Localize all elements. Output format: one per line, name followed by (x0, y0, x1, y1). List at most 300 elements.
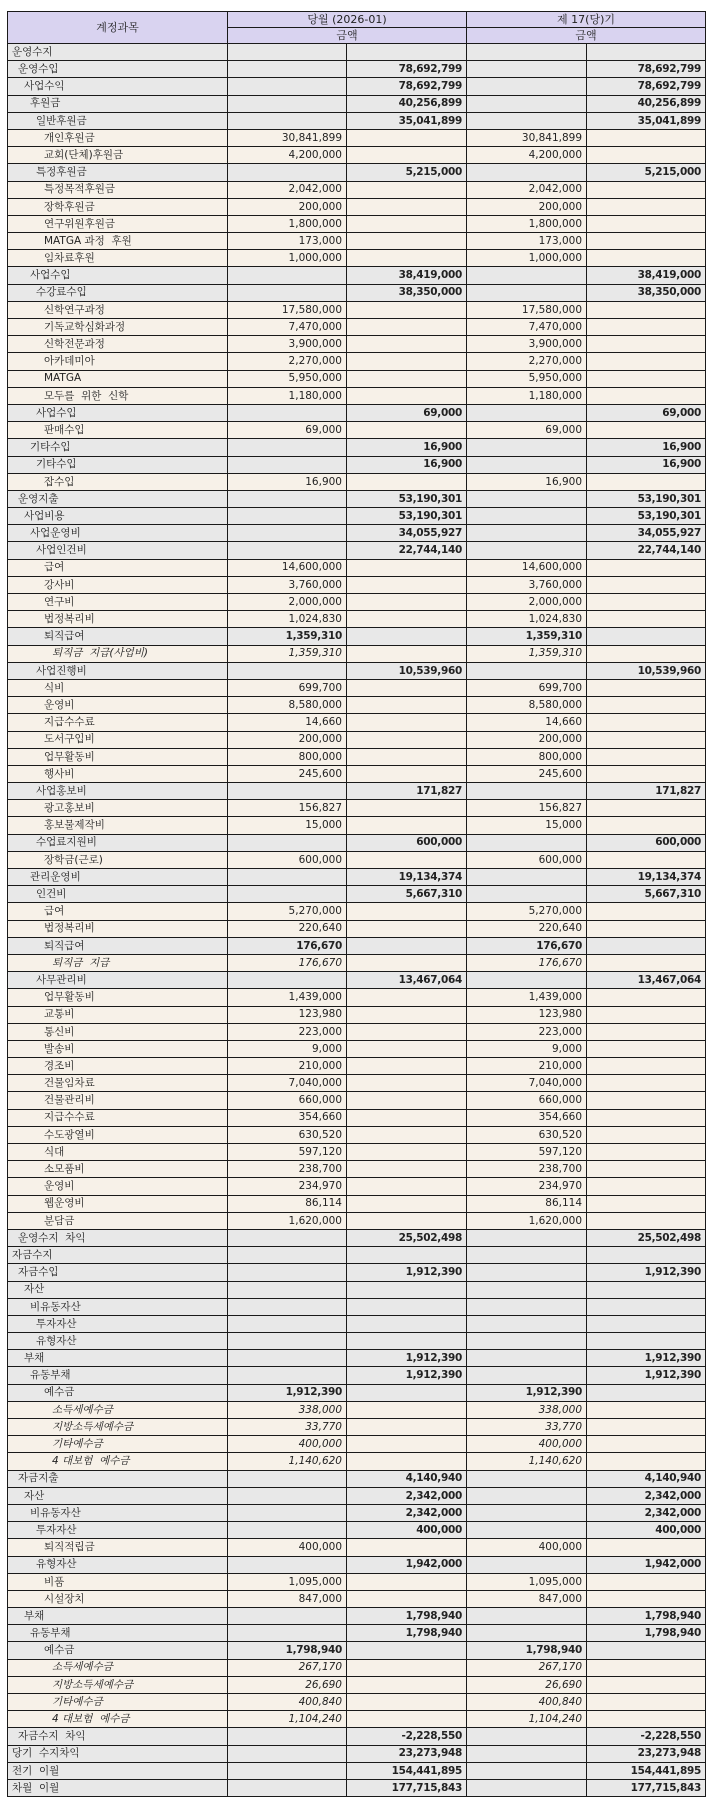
cumulative-total-amount: 177,715,843 (587, 1779, 706, 1796)
cumulative-total-amount (587, 1419, 706, 1436)
account-name: 운영비 (8, 697, 228, 714)
table-row (8, 44, 706, 61)
current-total-amount: -2,228,550 (347, 1728, 467, 1745)
current-detail-amount: 1,024,830 (228, 611, 347, 628)
cumulative-detail-amount: 597,120 (467, 1144, 587, 1161)
account-name: 기타예수금 (8, 1694, 228, 1711)
cumulative-total-amount: 10,539,960 (587, 662, 706, 679)
cumulative-total-amount: 1,798,940 (587, 1608, 706, 1625)
cumulative-total-amount (587, 215, 706, 232)
table-row (8, 731, 706, 748)
cumulative-total-amount: 1,798,940 (587, 1625, 706, 1642)
current-total-amount (347, 817, 467, 834)
current-total-amount (347, 1590, 467, 1607)
cumulative-detail-amount: 176,670 (467, 937, 587, 954)
cumulative-total-amount (587, 1659, 706, 1676)
cumulative-detail-amount: 400,000 (467, 1539, 587, 1556)
cumulative-detail-amount: 1,912,390 (467, 1384, 587, 1401)
current-detail-amount (228, 662, 347, 679)
current-total-amount: 154,441,895 (347, 1762, 467, 1779)
cumulative-total-amount (587, 370, 706, 387)
cumulative-detail-amount: 1,620,000 (467, 1212, 587, 1229)
cumulative-detail-amount (467, 1367, 587, 1384)
cumulative-total-amount (587, 1694, 706, 1711)
current-detail-amount: 234,970 (228, 1178, 347, 1195)
cumulative-total-amount (587, 1178, 706, 1195)
account-name: 소모품비 (8, 1161, 228, 1178)
cumulative-detail-amount (467, 1556, 587, 1573)
current-detail-amount: 245,600 (228, 765, 347, 782)
current-detail-amount: 4,200,000 (228, 147, 347, 164)
table-row (8, 1401, 706, 1418)
current-total-amount (347, 920, 467, 937)
current-total-amount (347, 954, 467, 971)
current-detail-amount: 33,770 (228, 1419, 347, 1436)
cumulative-detail-amount (467, 783, 587, 800)
cumulative-total-amount (587, 559, 706, 576)
current-detail-amount: 400,000 (228, 1539, 347, 1556)
current-total-amount: 38,419,000 (347, 267, 467, 284)
cumulative-detail-amount: 630,520 (467, 1126, 587, 1143)
cumulative-detail-amount: 1,800,000 (467, 215, 587, 232)
table-row (8, 1694, 706, 1711)
current-detail-amount: 400,000 (228, 1436, 347, 1453)
table-row (8, 748, 706, 765)
account-name: 자금지출 (8, 1470, 228, 1487)
cumulative-total-amount (587, 851, 706, 868)
current-total-amount: 2,342,000 (347, 1487, 467, 1504)
current-detail-amount: 1,798,940 (228, 1642, 347, 1659)
current-detail-amount: 14,660 (228, 714, 347, 731)
account-name: 운영수입 (8, 61, 228, 78)
table-row (8, 370, 706, 387)
account-name: 교통비 (8, 1006, 228, 1023)
current-detail-amount (228, 1229, 347, 1246)
cumulative-total-amount (587, 1642, 706, 1659)
current-total-amount: 1,912,390 (347, 1264, 467, 1281)
cumulative-detail-amount (467, 886, 587, 903)
current-total-amount (347, 233, 467, 250)
table-row (8, 679, 706, 696)
account-name: 투자자산 (8, 1315, 228, 1332)
account-name: 강사비 (8, 576, 228, 593)
account-name: 법정복리비 (8, 920, 228, 937)
current-detail-amount (228, 886, 347, 903)
current-total-amount (347, 250, 467, 267)
table-row (8, 1109, 706, 1126)
table-row (8, 1419, 706, 1436)
current-total-amount: 34,055,927 (347, 525, 467, 542)
table-row (8, 508, 706, 525)
current-detail-amount: 200,000 (228, 731, 347, 748)
cumulative-total-amount: 23,273,948 (587, 1745, 706, 1762)
cumulative-total-amount (587, 1212, 706, 1229)
cumulative-period-header: 제 17(당)기 (467, 12, 706, 28)
account-name: 지방소득세예수금 (8, 1676, 228, 1693)
current-total-amount (347, 1659, 467, 1676)
current-total-amount: 177,715,843 (347, 1779, 467, 1796)
account-name: 부채 (8, 1608, 228, 1625)
cumulative-detail-amount (467, 1762, 587, 1779)
cumulative-detail-amount (467, 404, 587, 421)
table-row (8, 1642, 706, 1659)
cumulative-detail-amount: 17,580,000 (467, 301, 587, 318)
current-total-amount (347, 611, 467, 628)
cumulative-detail-amount: 4,200,000 (467, 147, 587, 164)
cumulative-detail-amount (467, 439, 587, 456)
cumulative-detail-amount (467, 972, 587, 989)
table-row (8, 1298, 706, 1315)
current-total-amount (347, 1040, 467, 1057)
cumulative-total-amount: 78,692,799 (587, 61, 706, 78)
cumulative-detail-amount: 400,840 (467, 1694, 587, 1711)
current-total-amount (347, 679, 467, 696)
current-total-amount (347, 1401, 467, 1418)
table-row (8, 800, 706, 817)
current-total-amount (347, 628, 467, 645)
current-total-amount: 5,215,000 (347, 164, 467, 181)
cumulative-amount-header: 금액 (467, 28, 706, 44)
current-total-amount (347, 1247, 467, 1264)
cumulative-total-amount (587, 473, 706, 490)
current-detail-amount (228, 1762, 347, 1779)
account-name: 운영비 (8, 1178, 228, 1195)
account-name: 퇴직급여 (8, 937, 228, 954)
current-total-amount (347, 1694, 467, 1711)
account-name: 수도광열비 (8, 1126, 228, 1143)
current-detail-amount: 9,000 (228, 1040, 347, 1057)
current-total-amount (347, 387, 467, 404)
account-name: 관리운영비 (8, 869, 228, 886)
table-row (8, 1161, 706, 1178)
table-row (8, 147, 706, 164)
current-total-amount: 23,273,948 (347, 1745, 467, 1762)
current-detail-amount (228, 1556, 347, 1573)
cumulative-total-amount (587, 198, 706, 215)
cumulative-total-amount (587, 129, 706, 146)
current-total-amount (347, 559, 467, 576)
current-detail-amount: 338,000 (228, 1401, 347, 1418)
table-row (8, 284, 706, 301)
cumulative-total-amount (587, 1195, 706, 1212)
table-row (8, 456, 706, 473)
current-total-amount (347, 181, 467, 198)
cumulative-detail-amount: 1,095,000 (467, 1573, 587, 1590)
table-row (8, 267, 706, 284)
cumulative-total-amount (587, 920, 706, 937)
table-row (8, 1178, 706, 1195)
cumulative-detail-amount: 33,770 (467, 1419, 587, 1436)
current-total-amount (347, 1539, 467, 1556)
current-detail-amount (228, 1608, 347, 1625)
table-row (8, 250, 706, 267)
cumulative-detail-amount (467, 284, 587, 301)
current-detail-amount (228, 783, 347, 800)
account-name: 웹운영비 (8, 1195, 228, 1212)
cumulative-total-amount (587, 954, 706, 971)
current-total-amount (347, 422, 467, 439)
cumulative-detail-amount: 3,900,000 (467, 336, 587, 353)
cumulative-total-amount (587, 181, 706, 198)
current-detail-amount (228, 112, 347, 129)
cumulative-total-amount (587, 1281, 706, 1298)
current-detail-amount: 210,000 (228, 1058, 347, 1075)
current-total-amount (347, 1333, 467, 1350)
current-period-header: 당월 (2026-01) (228, 12, 467, 28)
table-row (8, 1315, 706, 1332)
cumulative-detail-amount: 1,180,000 (467, 387, 587, 404)
table-row (8, 1264, 706, 1281)
current-detail-amount (228, 1350, 347, 1367)
current-total-amount (347, 576, 467, 593)
table-row (8, 954, 706, 971)
account-name: 급여 (8, 903, 228, 920)
current-detail-amount (228, 542, 347, 559)
cumulative-total-amount (587, 1590, 706, 1607)
cumulative-total-amount (587, 1298, 706, 1315)
account-name: 건물관리비 (8, 1092, 228, 1109)
account-name: 기타수입 (8, 456, 228, 473)
cumulative-detail-amount (467, 1281, 587, 1298)
current-detail-amount: 1,800,000 (228, 215, 347, 232)
current-total-amount (347, 748, 467, 765)
cumulative-total-amount: 13,467,064 (587, 972, 706, 989)
cumulative-total-amount: 34,055,927 (587, 525, 706, 542)
table-row (8, 1350, 706, 1367)
cumulative-detail-amount (467, 1315, 587, 1332)
cumulative-total-amount (587, 353, 706, 370)
current-detail-amount (228, 284, 347, 301)
account-name: 소득세예수금 (8, 1659, 228, 1676)
cumulative-detail-amount: 2,270,000 (467, 353, 587, 370)
current-total-amount: 53,190,301 (347, 490, 467, 507)
account-name: 교회(단체)후원금 (8, 147, 228, 164)
account-name: 아카데미아 (8, 353, 228, 370)
current-detail-amount: 354,660 (228, 1109, 347, 1126)
table-row (8, 439, 706, 456)
table-row (8, 1539, 706, 1556)
table-row (8, 1092, 706, 1109)
cumulative-total-amount: -2,228,550 (587, 1728, 706, 1745)
account-name: 식대 (8, 1144, 228, 1161)
account-name: 4 대보험 예수금 (8, 1453, 228, 1470)
account-name: 지급수수료 (8, 714, 228, 731)
account-name: 업무활동비 (8, 748, 228, 765)
table-row (8, 714, 706, 731)
table-row (8, 869, 706, 886)
account-name: 개인후원금 (8, 129, 228, 146)
table-row (8, 353, 706, 370)
account-name: 일반후원금 (8, 112, 228, 129)
account-name: MATGA (8, 370, 228, 387)
cumulative-detail-amount (467, 490, 587, 507)
current-detail-amount (228, 456, 347, 473)
cumulative-total-amount: 4,140,940 (587, 1470, 706, 1487)
cumulative-detail-amount: 16,900 (467, 473, 587, 490)
account-name: 장학금(근로) (8, 851, 228, 868)
current-detail-amount (228, 95, 347, 112)
current-detail-amount (228, 972, 347, 989)
cumulative-detail-amount: 15,000 (467, 817, 587, 834)
table-row (8, 78, 706, 95)
cumulative-detail-amount: 14,600,000 (467, 559, 587, 576)
account-name: 식비 (8, 679, 228, 696)
cumulative-total-amount: 1,912,390 (587, 1264, 706, 1281)
account-name: 퇴직금 지급 (8, 954, 228, 971)
current-total-amount (347, 1212, 467, 1229)
table-row (8, 1762, 706, 1779)
account-name: 사업수입 (8, 267, 228, 284)
current-detail-amount: 30,841,899 (228, 129, 347, 146)
table-row (8, 181, 706, 198)
account-name: 기타수입 (8, 439, 228, 456)
cumulative-detail-amount: 267,170 (467, 1659, 587, 1676)
current-detail-amount (228, 78, 347, 95)
cumulative-detail-amount: 2,000,000 (467, 594, 587, 611)
current-detail-amount: 223,000 (228, 1023, 347, 1040)
current-total-amount: 5,667,310 (347, 886, 467, 903)
table-row (8, 1040, 706, 1057)
current-total-amount (347, 937, 467, 954)
cumulative-detail-amount: 699,700 (467, 679, 587, 696)
cumulative-total-amount (587, 44, 706, 61)
current-total-amount (347, 1178, 467, 1195)
account-name: 전기 이월 (8, 1762, 228, 1779)
table-row (8, 1367, 706, 1384)
account-name: 지방소득세예수금 (8, 1419, 228, 1436)
cumulative-detail-amount: 223,000 (467, 1023, 587, 1040)
current-detail-amount (228, 525, 347, 542)
current-total-amount: 78,692,799 (347, 61, 467, 78)
current-total-amount (347, 1676, 467, 1693)
table-row (8, 1504, 706, 1521)
current-total-amount: 16,900 (347, 439, 467, 456)
table-row (8, 61, 706, 78)
current-total-amount (347, 800, 467, 817)
table-row (8, 164, 706, 181)
cumulative-detail-amount (467, 61, 587, 78)
cumulative-total-amount (587, 697, 706, 714)
current-detail-amount (228, 1504, 347, 1521)
cumulative-detail-amount (467, 869, 587, 886)
current-detail-amount (228, 404, 347, 421)
table-row (8, 1075, 706, 1092)
cumulative-detail-amount (467, 1264, 587, 1281)
cumulative-total-amount: 69,000 (587, 404, 706, 421)
table-row (8, 473, 706, 490)
current-total-amount (347, 1006, 467, 1023)
cumulative-total-amount: 1,912,390 (587, 1367, 706, 1384)
cumulative-total-amount (587, 1144, 706, 1161)
cumulative-detail-amount (467, 662, 587, 679)
current-detail-amount: 5,270,000 (228, 903, 347, 920)
table-row (8, 1281, 706, 1298)
table-row (8, 972, 706, 989)
account-name: 비유동자산 (8, 1298, 228, 1315)
table-row (8, 1023, 706, 1040)
cumulative-detail-amount: 156,827 (467, 800, 587, 817)
current-total-amount: 40,256,899 (347, 95, 467, 112)
cumulative-total-amount (587, 1436, 706, 1453)
account-name: 급여 (8, 559, 228, 576)
cumulative-detail-amount (467, 525, 587, 542)
cumulative-total-amount (587, 1676, 706, 1693)
current-detail-amount (228, 1470, 347, 1487)
current-detail-amount: 176,670 (228, 954, 347, 971)
cumulative-total-amount (587, 817, 706, 834)
current-detail-amount: 17,580,000 (228, 301, 347, 318)
current-detail-amount (228, 490, 347, 507)
account-name: 연구위원후원금 (8, 215, 228, 232)
table-row (8, 215, 706, 232)
cumulative-total-amount (587, 1126, 706, 1143)
account-name: 법정복리비 (8, 611, 228, 628)
current-detail-amount: 1,180,000 (228, 387, 347, 404)
cumulative-detail-amount: 338,000 (467, 1401, 587, 1418)
current-total-amount: 1,912,390 (347, 1367, 467, 1384)
account-name: 사업인건비 (8, 542, 228, 559)
cumulative-detail-amount (467, 1745, 587, 1762)
account-name: 퇴직적립금 (8, 1539, 228, 1556)
current-total-amount: 25,502,498 (347, 1229, 467, 1246)
cumulative-total-amount: 35,041,899 (587, 112, 706, 129)
current-total-amount: 1,942,000 (347, 1556, 467, 1573)
current-total-amount (347, 731, 467, 748)
account-name: 소득세예수금 (8, 1401, 228, 1418)
cumulative-detail-amount: 1,359,310 (467, 645, 587, 662)
table-row (8, 1522, 706, 1539)
cumulative-total-amount: 25,502,498 (587, 1229, 706, 1246)
current-detail-amount (228, 439, 347, 456)
table-row (8, 1333, 706, 1350)
cumulative-total-amount (587, 903, 706, 920)
cumulative-total-amount (587, 1058, 706, 1075)
cumulative-total-amount: 38,350,000 (587, 284, 706, 301)
cumulative-total-amount: 38,419,000 (587, 267, 706, 284)
current-detail-amount (228, 1333, 347, 1350)
account-name: 사업홍보비 (8, 783, 228, 800)
current-detail-amount (228, 1745, 347, 1762)
current-detail-amount (228, 44, 347, 61)
table-row (8, 1608, 706, 1625)
cumulative-detail-amount: 26,690 (467, 1676, 587, 1693)
cumulative-total-amount (587, 1092, 706, 1109)
cumulative-detail-amount (467, 1333, 587, 1350)
account-name: 홍보물제작비 (8, 817, 228, 834)
cumulative-detail-amount: 1,104,240 (467, 1711, 587, 1728)
current-total-amount (347, 198, 467, 215)
cumulative-detail-amount: 176,670 (467, 954, 587, 971)
account-name: 사업수익 (8, 78, 228, 95)
cumulative-detail-amount: 5,270,000 (467, 903, 587, 920)
cumulative-total-amount (587, 1109, 706, 1126)
table-row (8, 404, 706, 421)
current-detail-amount (228, 1367, 347, 1384)
table-row (8, 1195, 706, 1212)
cumulative-total-amount (587, 748, 706, 765)
cumulative-total-amount (587, 1023, 706, 1040)
cumulative-detail-amount (467, 1229, 587, 1246)
current-total-amount: 1,798,940 (347, 1608, 467, 1625)
current-detail-amount: 267,170 (228, 1659, 347, 1676)
cumulative-total-amount: 171,827 (587, 783, 706, 800)
cumulative-detail-amount (467, 1779, 587, 1796)
account-name: 자금수지 차익 (8, 1728, 228, 1745)
current-detail-amount (228, 508, 347, 525)
table-body (8, 44, 706, 1797)
cumulative-detail-amount (467, 1504, 587, 1521)
current-detail-amount: 156,827 (228, 800, 347, 817)
